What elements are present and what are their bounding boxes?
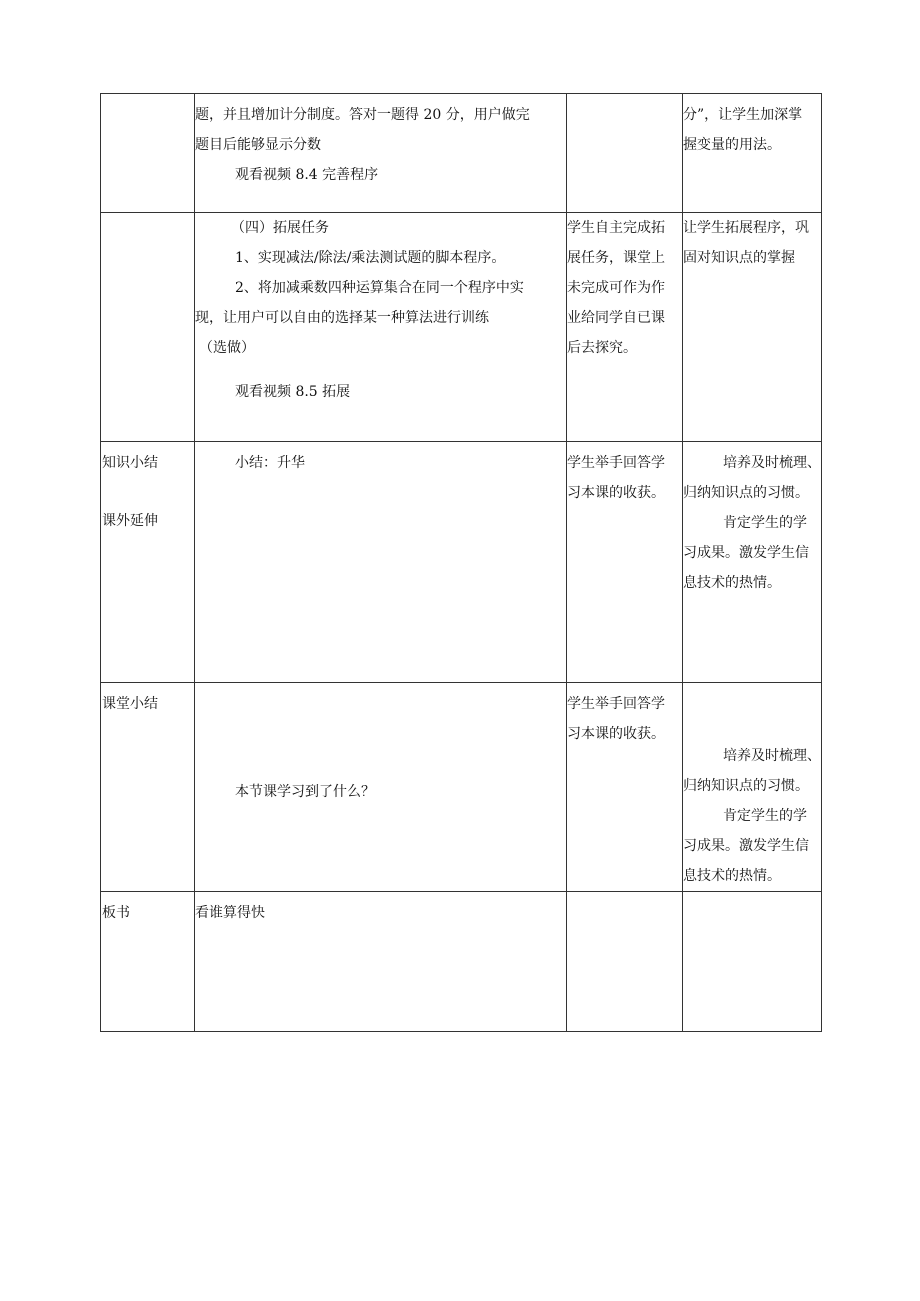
student-line: 学生自主完成拓	[567, 220, 665, 236]
student-line: 学生举手回答学	[567, 455, 665, 471]
content-cell	[195, 213, 567, 442]
student-line: 后去探究。	[567, 340, 637, 356]
purpose-line: 培养及时梳理、	[723, 748, 821, 764]
purpose-line: 习成果。激发学生信	[683, 545, 809, 561]
purpose-line: 握变量的用法。	[683, 137, 781, 153]
design-purpose-cell	[683, 213, 822, 442]
student-line: 学生举手回答学	[567, 696, 665, 712]
section-cell	[101, 683, 195, 892]
student-line: 业给同学自已课	[567, 310, 665, 326]
section-label: 课堂小结	[102, 696, 158, 712]
student-line: 习本课的收获。	[567, 726, 665, 742]
table-row-extension	[101, 213, 822, 442]
design-purpose-cell	[683, 94, 822, 213]
section-cell	[101, 442, 195, 683]
section-cell	[101, 94, 195, 213]
content-line: 小结：升华	[235, 455, 305, 471]
content-line: 观看视频 8.5 拓展	[235, 384, 351, 400]
student-activity-cell	[567, 442, 683, 683]
purpose-line: 培养及时梳理、	[723, 455, 821, 471]
table-row-blackboard	[101, 892, 822, 1032]
purpose-line: 肯定学生的学	[723, 808, 807, 824]
content-cell	[195, 94, 567, 213]
content-line: 本节课学习到了什么？	[235, 784, 375, 800]
purpose-line: 肯定学生的学	[723, 515, 807, 531]
content-line: 现，让用户可以自由的选择某一种算法进行训练	[195, 310, 489, 326]
content-cell	[195, 442, 567, 683]
content-line: 1、实现减法/除法/乘法测试题的脚本程序。	[235, 250, 506, 266]
table-row-continuation	[101, 94, 822, 213]
section-cell	[101, 213, 195, 442]
student-activity-cell	[567, 213, 683, 442]
student-line: 未完成可作为作	[567, 280, 665, 296]
design-purpose-cell	[683, 683, 822, 892]
student-activity-cell	[567, 94, 683, 213]
student-line: 展任务，课堂上	[567, 250, 665, 266]
lesson-plan-table	[100, 93, 822, 1032]
content-line: 题，并且增加计分制度。答对一题得 20 分，用户做完	[195, 107, 530, 123]
purpose-line: 归纳知识点的习惯。	[683, 778, 809, 794]
purpose-line: 分”，让学生加深掌	[683, 107, 803, 123]
table-row-knowledge-summary	[101, 442, 822, 683]
section-cell	[101, 892, 195, 1032]
content-cell	[195, 683, 567, 892]
purpose-line: 让学生拓展程序，巩	[683, 220, 809, 236]
content-cell	[195, 892, 567, 1032]
student-line: 习本课的收获。	[567, 485, 665, 501]
student-activity-cell	[567, 892, 683, 1032]
purpose-line: 息技术的热情。	[683, 868, 781, 884]
student-activity-cell	[567, 683, 683, 892]
design-purpose-cell	[683, 892, 822, 1032]
purpose-line: 归纳知识点的习惯。	[683, 485, 809, 501]
section-label: 知识小结	[102, 455, 158, 471]
section-label: 课外延伸	[102, 513, 158, 529]
content-line: 题目后能够显示分数	[195, 137, 321, 153]
purpose-line: 习成果。激发学生信	[683, 838, 809, 854]
purpose-line: 息技术的热情。	[683, 575, 781, 591]
content-line: （选做）	[199, 340, 255, 356]
content-line: 观看视频 8.4 完善程序	[235, 167, 379, 183]
content-line: （四）拓展任务	[231, 220, 329, 236]
table-row-class-summary	[101, 683, 822, 892]
content-line: 2、将加减乘数四种运算集合在同一个程序中实	[235, 280, 524, 296]
content-line: 看谁算得快	[195, 905, 265, 921]
design-purpose-cell	[683, 442, 822, 683]
section-label: 板书	[102, 905, 130, 921]
purpose-line: 固对知识点的掌握	[683, 250, 795, 266]
